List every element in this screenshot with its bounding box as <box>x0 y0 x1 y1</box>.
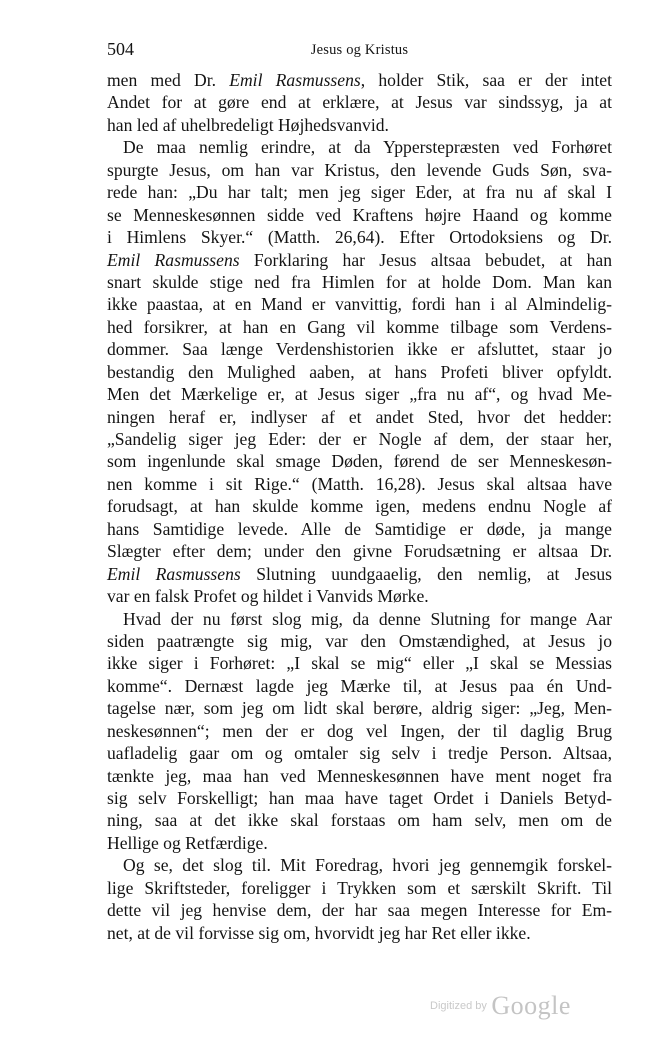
text-segment: Andet for at gøre end at erklære, at Jesus var sindssyg, ja at <box>107 92 612 113</box>
text-line <box>107 742 612 764</box>
text-line <box>107 922 612 944</box>
text-line <box>107 540 612 562</box>
watermark-prefix: Digitized by <box>430 1000 487 1012</box>
digitized-watermark <box>430 991 571 1021</box>
text-line <box>107 136 612 158</box>
text-line <box>107 630 612 652</box>
text-segment: Hellige og Retfærdige. <box>107 832 268 853</box>
running-head <box>107 38 612 60</box>
text-segment: net, at de vil forvisse sig om, hvorvidt jeg har Ret eller ikke. <box>107 922 531 943</box>
text-segment: Men det Mærkelige er, at Jesus siger „fra nu af“, og hvad Me- <box>107 384 612 405</box>
paragraph <box>107 69 612 136</box>
text-segment: Hvad der nu først slog mig, da denne Slutning for mange Aar <box>123 608 612 629</box>
text-line <box>107 181 612 203</box>
text-segment: uafladelig gaar om og omtaler sig selv i tredje Person. Altsaa, <box>107 743 612 764</box>
text-segment: forudsagt, at han skulde komme igen, medens endnu Nogle af <box>107 496 612 517</box>
text-line <box>107 495 612 517</box>
paragraph <box>107 854 612 944</box>
body-text <box>107 69 612 944</box>
text-segment: var en falsk Profet og hildet i Vanvids Mørke. <box>107 586 429 607</box>
text-segment: ikke paastaa, at en Mand er vanvittig, fordi han i al Almindelig- <box>107 294 612 315</box>
text-segment: De maa nemlig erindre, at da Ypperstepræsten ved Forhøret <box>123 137 612 158</box>
text-segment: men med Dr. <box>107 70 230 90</box>
text-segment: Slægter efter dem; under den givne Forudsætning er altsaa Dr. <box>107 541 612 562</box>
text-segment: han led af uhelbredeligt Højhedsvanvid. <box>107 114 389 135</box>
watermark-logo: Google <box>491 991 571 1020</box>
text-line <box>107 787 612 809</box>
text-line <box>107 428 612 450</box>
italic-name: Emil Rasmussens <box>107 563 241 584</box>
text-line <box>107 450 612 472</box>
italic-name: Emil Rasmussens <box>229 70 361 90</box>
italic-name: Emil Rasmussens <box>107 249 240 270</box>
text-segment: tænkte jeg, maa han ved Menneskesønnen have ment noget fra <box>107 765 612 786</box>
text-segment: Og se, det slog til. Mit Foredrag, hvori jeg gennemgik forskel- <box>123 855 612 876</box>
text-segment: Forklaring har Jesus altsaa bebudet, at han <box>239 249 612 270</box>
text-line <box>107 91 612 113</box>
text-line <box>107 383 612 405</box>
text-line <box>107 316 612 338</box>
text-line <box>107 159 612 181</box>
text-segment: komme“. Dernæst lagde jeg Mærke til, at Jesus paa én Und- <box>107 675 612 696</box>
paragraph <box>107 608 612 855</box>
text-line <box>107 406 612 428</box>
text-segment: se Menneskesønnen sidde ved Kraftens højre Haand og komme <box>107 204 612 225</box>
text-line <box>107 293 612 315</box>
text-line <box>107 338 612 360</box>
page-number: 504 <box>107 39 134 59</box>
text-segment: dette vil jeg henvise dem, der har saa megen Interesse for Em- <box>107 900 612 921</box>
paragraph <box>107 136 612 607</box>
text-segment: nen komme i sit Rige.“ (Matth. 16,28). Jesus skal altsaa have <box>107 473 612 494</box>
text-line <box>107 877 612 899</box>
text-line <box>107 361 612 383</box>
text-segment: som ingenlunde skal smage Døden, førend de ser Menneskesøn- <box>107 451 612 472</box>
text-segment: rede han: „Du har talt; men jeg siger Eder, at fra nu af skal I <box>107 182 612 203</box>
text-segment: ningen heraf er, indlyser af et andet Sted, hvor det hedder: <box>107 406 612 427</box>
text-line <box>107 899 612 921</box>
text-line <box>107 675 612 697</box>
text-segment: snart skulde stige ned fra Himlen for at holde Dom. Man kan <box>107 271 612 292</box>
text-segment: ning, saa at det ikke skal forstaas om ham selv, men om de <box>107 810 612 831</box>
text-segment: hans Samtidige levede. Alle de Samtidige er døde, ja mange <box>107 518 612 539</box>
text-line <box>107 765 612 787</box>
text-line <box>107 518 612 540</box>
text-segment: lige Skriftsteder, foreligger i Trykken som et særskilt Skrift. Til <box>107 877 612 898</box>
text-segment: dommer. Saa længe Verdenshistorien ikke er afsluttet, staar jo <box>107 339 612 360</box>
text-segment: ikke siger i Forhøret: „I skal se mig“ eller „I skal se Messias <box>107 653 612 674</box>
text-line <box>107 69 612 91</box>
text-line <box>107 226 612 248</box>
text-segment: bestandig den Mulighed aaben, at hans Profeti bliver opfyldt. <box>107 361 612 382</box>
text-segment: sig selv Forskelligt; han maa have taget Ordet i Daniels Betyd- <box>107 788 612 808</box>
text-segment: Slutning uundgaaelig, den nemlig, at Jesus <box>240 563 613 584</box>
text-line <box>107 697 612 719</box>
text-line <box>107 832 612 854</box>
text-segment: , holder Stik, saa er der intet <box>360 70 613 90</box>
text-segment: i Himlens Skyer.“ (Matth. 26,64). Efter Ortodoksiens og Dr. <box>107 227 612 248</box>
text-line <box>107 854 612 876</box>
running-title: Jesus og Kristus <box>310 42 409 58</box>
text-segment: „Sandelig siger jeg Eder: der er Nogle af dem, der staar her, <box>107 429 612 449</box>
text-line <box>107 809 612 831</box>
text-line <box>107 114 612 136</box>
text-line <box>107 473 612 495</box>
text-line <box>107 585 612 607</box>
text-segment: tagelse nær, som jeg om lidt skal berøre, aldrig siger: „Jeg, Men- <box>107 698 612 719</box>
text-line <box>107 271 612 293</box>
text-segment: siden paatrængte sig mig, var den Omstændighed, at Jesus jo <box>107 630 612 651</box>
text-segment: hed forsikrer, at han en Gang vil komme tilbage som Verdens- <box>107 316 612 337</box>
text-segment: neskesønnen“; men der er dog vel Ingen, der til daglig Brug <box>107 720 612 741</box>
text-segment: spurgte Jesus, om han var Kristus, den levende Guds Søn, sva- <box>107 159 612 180</box>
text-line <box>107 249 612 271</box>
text-line <box>107 720 612 742</box>
text-line <box>107 608 612 630</box>
text-line <box>107 563 612 585</box>
text-line <box>107 204 612 226</box>
text-line <box>107 652 612 674</box>
